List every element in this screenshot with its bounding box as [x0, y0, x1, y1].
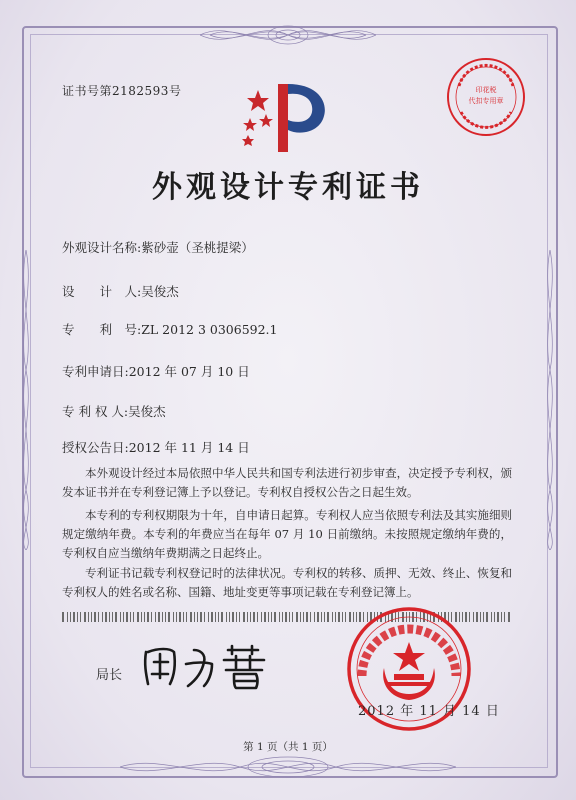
issue-date: 2012 年 11 月 14 日 — [358, 704, 500, 719]
page-number: 第 1 页（共 1 页） — [243, 741, 333, 753]
field-label: 外观设计名称: — [62, 240, 142, 255]
svg-text:印花税: 印花税 — [475, 86, 497, 94]
bottom-ornament — [120, 752, 456, 782]
top-ornament — [200, 20, 376, 50]
patent-office-logo — [236, 80, 336, 156]
left-ornament — [18, 250, 34, 550]
field-designer — [62, 282, 179, 300]
field-patentee — [62, 402, 166, 420]
director-signature — [140, 640, 280, 692]
field-application-date — [62, 362, 250, 380]
body-paragraph-2: 本专利的专利权期限为十年，自申请日起算。专利权人应当依照专利法及其实施细则规定缴纳年费。本专利的年费应当在每年 07 月 10 日前缴纳。未按照规定缴纳年费的，专利权自应当缴纳年费期满之日起终止。 — [62, 508, 512, 560]
field-label: 授权公告日: — [62, 440, 129, 455]
field-value: 吴俊杰 — [141, 284, 179, 299]
field-label: 设 计 人: — [62, 284, 142, 299]
certificate-title: 外观设计专利证书 — [152, 170, 424, 205]
field-value: 2012 年 11 月 14 日 — [128, 440, 250, 455]
field-design-name — [62, 238, 254, 256]
certificate-number: 证书号第2182593号 — [62, 84, 182, 98]
body-paragraph-3: 专利证书记载专利权登记时的法律状况。专利权的转移、质押、无效、终止、恢复和专利权人的姓名或名称、国籍、地址变更等事项记载在专利登记簿上。 — [62, 566, 512, 599]
tax-seal — [445, 56, 527, 138]
field-patent-number — [62, 320, 278, 338]
field-value: 2012 年 07 月 10 日 — [128, 364, 250, 379]
field-value: 吴俊杰 — [128, 404, 166, 419]
field-label: 专 利 号: — [62, 322, 142, 337]
field-value: 紫砂壶（圣桃提梁） — [141, 240, 254, 255]
field-label: 专 利 权 人: — [62, 404, 129, 419]
right-ornament — [542, 250, 558, 550]
field-label: 专利申请日: — [62, 364, 129, 379]
field-value: ZL 2012 3 0306592.1 — [141, 322, 278, 337]
director-label: 局长 — [96, 668, 123, 683]
field-grant-date — [62, 438, 250, 456]
svg-text:代扣专用章: 代扣专用章 — [468, 97, 504, 105]
body-paragraph-1: 本外观设计经过本局依照中华人民共和国专利法进行初步审查，决定授予专利权，颁发本证书并在专利登记簿上予以登记。专利权自授权公告之日起生效。 — [62, 466, 512, 499]
